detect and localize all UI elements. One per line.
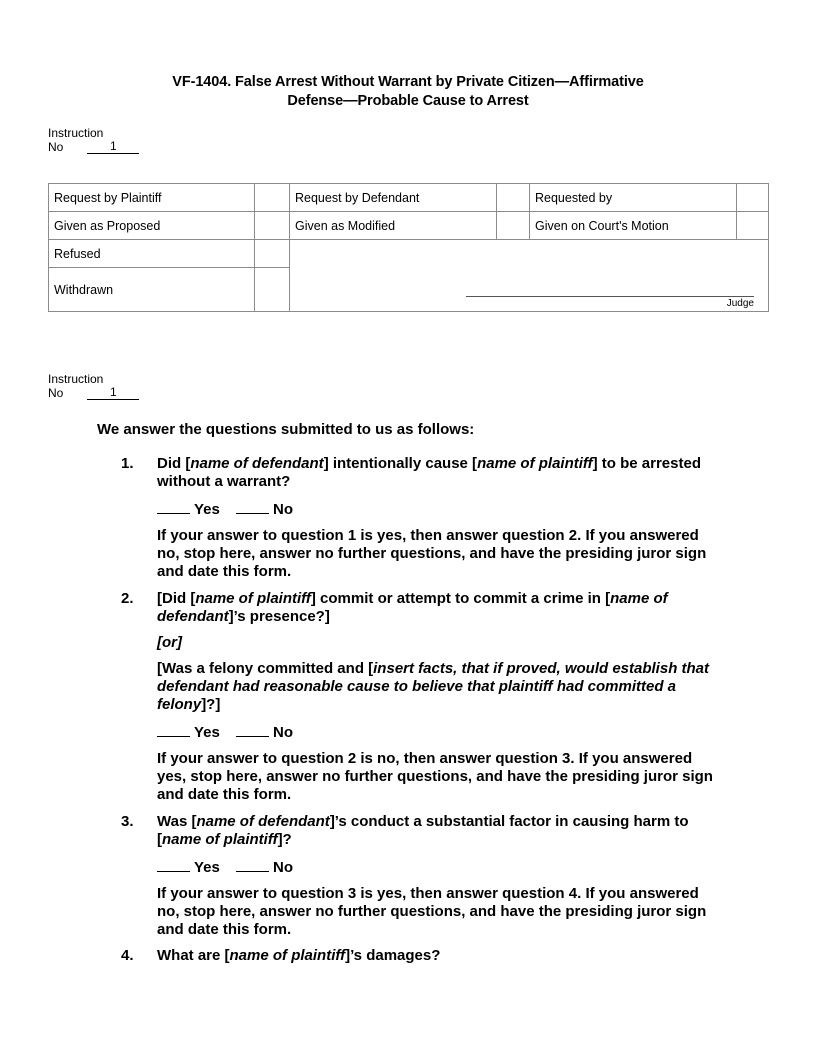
- given-as-proposed-label: Given as Proposed: [49, 212, 255, 240]
- no-label: No: [273, 859, 294, 876]
- instruction-no-label: No: [48, 386, 64, 400]
- given-as-modified-checkbox[interactable]: [497, 212, 530, 240]
- withdrawn-checkbox[interactable]: [255, 268, 290, 312]
- question-instruction: If your answer to question 1 is yes, then answer question 2. If you answered no, stop here, answer no further questions, and have the presiding juror sign and date this form.: [157, 527, 707, 580]
- given-on-courts-motion-checkbox[interactable]: [737, 212, 769, 240]
- question-1: [121, 455, 721, 581]
- yes-blank[interactable]: [157, 499, 190, 514]
- question-text: [Did [name of plaintiff] commit or attempt to commit a crime in [name of defendant]’s presence?]: [157, 590, 668, 625]
- question-alt-text: [Was a felony committed and [insert facts, that if proved, would establish that defendant had reasonable cause to believe that plaintiff had committed a felony]?]: [157, 660, 710, 713]
- request-by-plaintiff-checkbox[interactable]: [255, 184, 290, 212]
- given-on-courts-motion-label: Given on Court's Motion: [530, 212, 737, 240]
- instruction-number-top: [48, 126, 139, 154]
- given-as-proposed-checkbox[interactable]: [255, 212, 290, 240]
- yes-blank[interactable]: [157, 857, 190, 872]
- yes-no-answer: [157, 857, 721, 877]
- verdict-intro: We answer the questions submitted to us as follows:: [97, 421, 475, 438]
- question-number: 3.: [121, 813, 134, 830]
- refused-checkbox[interactable]: [255, 240, 290, 268]
- request-by-defendant-label: Request by Defendant: [290, 184, 497, 212]
- question-number: 4.: [121, 947, 134, 964]
- table-row: [49, 184, 769, 212]
- judge-signature-line[interactable]: [466, 296, 754, 297]
- form-title-line-2: Defense—Probable Cause to Arrest: [287, 92, 529, 109]
- yes-blank[interactable]: [157, 722, 190, 737]
- request-by-plaintiff-label: Request by Plaintiff: [49, 184, 255, 212]
- no-label: No: [273, 501, 294, 518]
- no-label: No: [273, 724, 294, 741]
- requested-by-label: Requested by: [530, 184, 737, 212]
- form-title-line-1: VF-1404. False Arrest Without Warrant by Private Citizen—Affirmative: [172, 74, 644, 90]
- judge-signature-area: [290, 240, 769, 312]
- request-by-defendant-checkbox[interactable]: [497, 184, 530, 212]
- question-text: Did [name of defendant] intentionally cause [name of plaintiff] to be arrested without a warrant?: [157, 455, 701, 490]
- form-title: [100, 73, 716, 110]
- question-instruction: If your answer to question 3 is yes, then answer question 4. If you answered no, stop here, answer no further questions, and have the presiding juror sign and date this form.: [157, 885, 707, 938]
- no-blank[interactable]: [236, 722, 269, 737]
- yes-label: Yes: [194, 724, 220, 741]
- question-text: What are [name of plaintiff]’s damages?: [157, 947, 441, 964]
- instruction-no-field[interactable]: 1: [87, 386, 139, 400]
- question-or: [or]: [157, 634, 182, 651]
- yes-no-answer: [157, 722, 721, 742]
- table-row: [49, 212, 769, 240]
- given-as-modified-label: Given as Modified: [290, 212, 497, 240]
- request-status-table: [48, 183, 769, 312]
- question-instruction: If your answer to question 2 is no, then answer question 3. If you answered yes, stop here, answer no further questions, and have the presiding juror sign and date this form.: [157, 750, 713, 803]
- withdrawn-label: Withdrawn: [49, 268, 255, 312]
- yes-no-answer: [157, 499, 721, 519]
- table-row: [49, 240, 769, 268]
- instruction-no-label: No: [48, 140, 64, 154]
- requested-by-checkbox[interactable]: [737, 184, 769, 212]
- instruction-number-bottom: [48, 372, 139, 400]
- yes-label: Yes: [194, 501, 220, 518]
- yes-label: Yes: [194, 859, 220, 876]
- question-number: 1.: [121, 455, 134, 472]
- instruction-label: Instruction: [48, 126, 104, 140]
- no-blank[interactable]: [236, 499, 269, 514]
- question-2: [121, 590, 721, 804]
- judge-label: Judge: [726, 298, 754, 309]
- refused-label: Refused: [49, 240, 255, 268]
- question-3: [121, 813, 721, 939]
- question-number: 2.: [121, 590, 134, 607]
- no-blank[interactable]: [236, 857, 269, 872]
- instruction-no-field[interactable]: 1: [87, 140, 139, 154]
- question-text: Was [name of defendant]’s conduct a substantial factor in causing harm to [name of plaintiff]?: [157, 813, 689, 848]
- instruction-label: Instruction: [48, 372, 104, 386]
- question-4: [121, 947, 721, 965]
